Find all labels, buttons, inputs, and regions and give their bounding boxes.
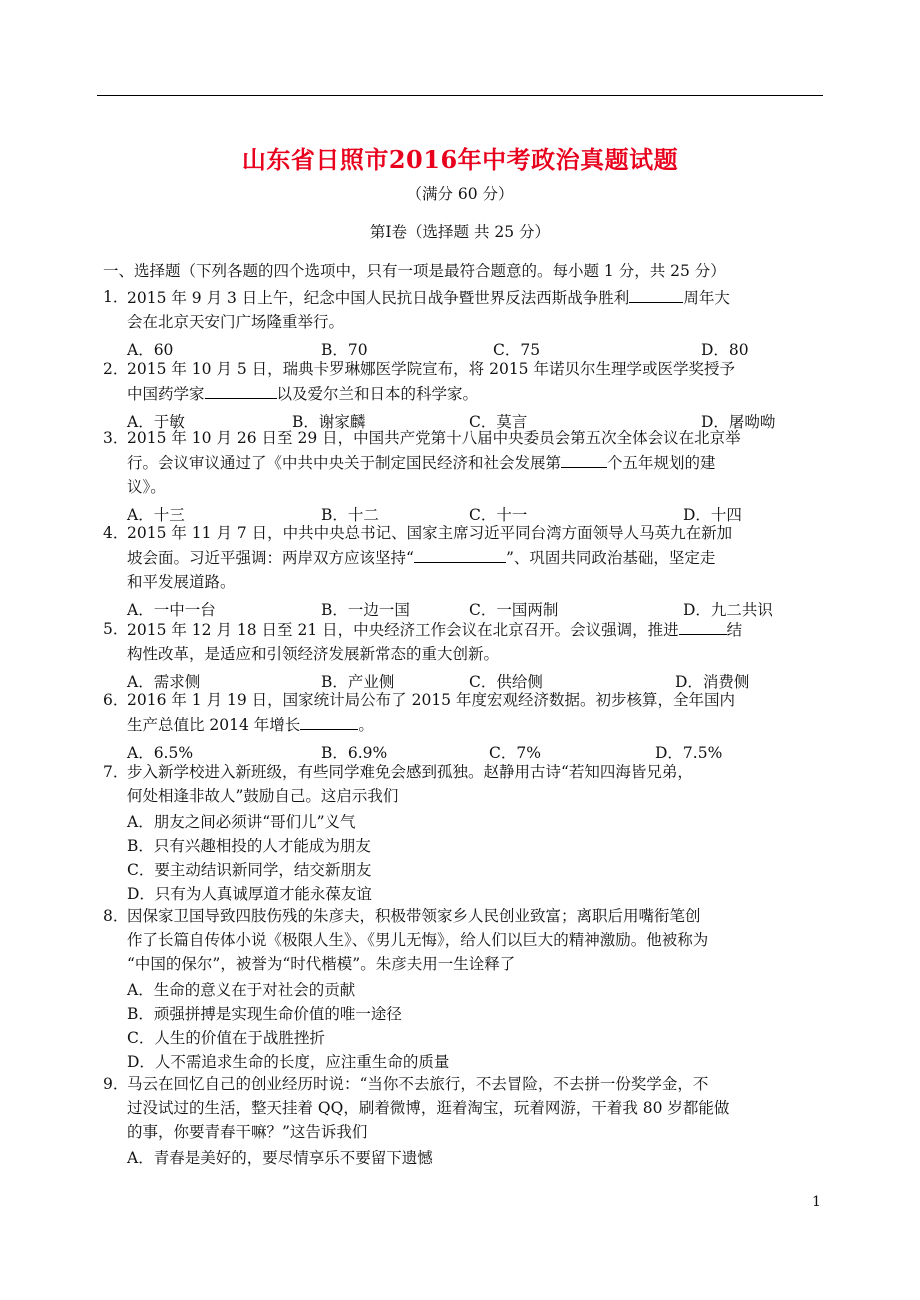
options-list [127,1146,828,1170]
options-list [127,978,828,1074]
question-text: 2015 年 10 月 26 日至 29 日，中国共产党第十八届中央委员会第五次全体会议在北京举 行。会议审议通过了《中共中央关于制定国民经济和社会发展第 个五年规划的建 议》。 [127,429,741,496]
question-8 [103,904,828,1074]
answer-blank [629,285,683,303]
option-c[interactable]: C．75 [493,341,541,359]
answer-blank [561,450,607,468]
option-b[interactable]: B．谢家麟 [292,413,366,431]
option-b[interactable]: B．十二 [321,506,379,524]
option-b[interactable]: B．6.9% [321,744,388,762]
option-a[interactable]: A．于敏 [127,413,185,431]
option-d[interactable]: D．屠呦呦 [701,413,776,431]
question-number: 9． [103,1075,129,1093]
answer-blank [414,545,506,563]
option-a[interactable]: A．朋友之间必须讲“哥们儿”义气 [127,813,356,831]
question-text: 马云在回忆自己的创业经历时说：“当你不去旅行，不去冒险，不去拼一份奖学金，不 过没试过的生活，整天挂着 QQ，刷着微博，逛着淘宝，玩着网游，干着我 80 岁都能做 的事，你要青春干嘛？”这告诉我们 [127,1075,730,1141]
option-d[interactable]: D．只有为人真诚厚道才能永葆友谊 [127,885,372,903]
question-number: 5． [103,620,129,638]
instructions: 一、选择题（下列各题的四个选项中，只有一项是最符合题意的。每小题 1 分，共 25 分） [103,262,726,280]
option-c[interactable]: C．供给侧 [469,673,543,691]
option-a[interactable]: A．青春是美好的，要尽情享乐不要留下遗憾 [127,1149,433,1167]
question-6 [103,688,828,765]
option-a[interactable]: A．生命的意义在于对社会的贡献 [127,981,356,999]
option-b[interactable]: B．只有兴趣相投的人才能成为朋友 [127,837,371,855]
question-number: 2． [103,360,129,378]
option-c[interactable]: C．人生的价值在于战胜挫折 [127,1029,325,1047]
question-5 [103,617,828,694]
question-text: 2015 年 12 月 18 日至 21 日，中央经济工作会议在北京召开。会议强调，推进 结 构性改革，是适应和引领经济发展新常态的重大创新。 [127,617,828,666]
question-number: 3． [103,429,129,447]
answer-blank [205,381,277,399]
option-b[interactable]: B．一边一国 [321,601,410,619]
option-a[interactable]: A．一中一台 [127,601,216,619]
question-text: 2015 年 9 月 3 日上午，纪念中国人民抗日战争暨世界反法西斯战争胜利 周年大 会在北京天安门广场隆重举行。 [127,285,828,334]
option-d[interactable]: D．人不需追求生命的长度，应注重生命的质量 [127,1053,450,1071]
option-c[interactable]: C．7% [489,744,541,762]
answer-blank [300,712,358,730]
question-text: 步入新学校进入新班级，有些同学难免会感到孤独。赵静用古诗“若知四海皆兄弟， 何处相逢非故人”鼓励自己。这启示我们 [127,763,693,805]
option-c[interactable]: C．要主动结识新同学，结交新朋友 [127,861,372,879]
option-b[interactable]: B．顽强拼搏是实现生命价值的唯一途径 [127,1005,402,1023]
options-list [127,810,828,906]
question-9 [103,1072,828,1170]
question-2 [103,357,828,434]
option-d[interactable]: D．九二共识 [683,601,773,619]
option-a[interactable]: A．十三 [127,506,185,524]
question-number: 4． [103,524,129,542]
option-c[interactable]: C．一国两制 [469,601,559,619]
option-c[interactable]: C．莫言 [469,413,528,431]
section-heading: 第Ⅰ卷（选择题 共 25 分） [369,223,551,241]
question-text: 2015 年 10 月 5 日，瑞典卡罗琳娜医学院宣布，将 2015 年诺贝尔生理学或医学奖授予 中国药学家 以及爱尔兰和日本的科学家。 [127,360,735,403]
question-text: 2015 年 11 月 7 日，中共中央总书记、国家主席习近平同台湾方面领导人马英九在新加 坡会面。习近平强调：两岸双方应该坚持“ ”、巩固共同政治基础，坚定走 和平发展道路。 [127,524,733,591]
question-text: 2016 年 1 月 19 日，国家统计局公布了 2015 年度宏观经济数据。初步核算，全年国内 生产总值比 2014 年增长 。 [127,691,735,734]
page-title: 山东省日照市2016年中考政治真题试题 [241,145,679,174]
answer-blank [679,617,727,635]
header-rule [97,95,823,96]
option-a[interactable]: A．6.5% [127,744,194,762]
question-1 [103,285,828,362]
option-b[interactable]: B．70 [321,341,368,359]
option-c[interactable]: C．十一 [469,506,528,524]
option-b[interactable]: B．产业侧 [321,673,395,691]
question-text: 因保家卫国导致四肢伤残的朱彦夫，积极带领家乡人民创业致富；离职后用嘴衔笔创 作了长篇自传体小说《极限人生》、《男儿无悔》，给人们以巨大的精神激励。他被称为 “中国的保尔”，被誉为“时代楷模”。朱彦夫用一生诠释了 [127,907,709,973]
question-number: 8． [103,907,129,925]
page-number: 1 [812,1194,821,1210]
question-number: 6． [103,691,129,709]
question-3 [103,426,828,527]
question-4 [103,521,828,622]
full-score-note: （满分 60 分） [406,185,514,203]
option-d[interactable]: D．7.5% [655,744,723,762]
question-number: 1． [103,288,129,306]
option-a[interactable]: A．60 [127,341,174,359]
option-d[interactable]: D．十四 [683,506,742,524]
option-a[interactable]: A．需求侧 [127,673,201,691]
option-d[interactable]: D．消费侧 [675,673,750,691]
option-d[interactable]: D．80 [701,341,749,359]
question-number: 7． [103,763,129,781]
question-7 [103,760,828,906]
